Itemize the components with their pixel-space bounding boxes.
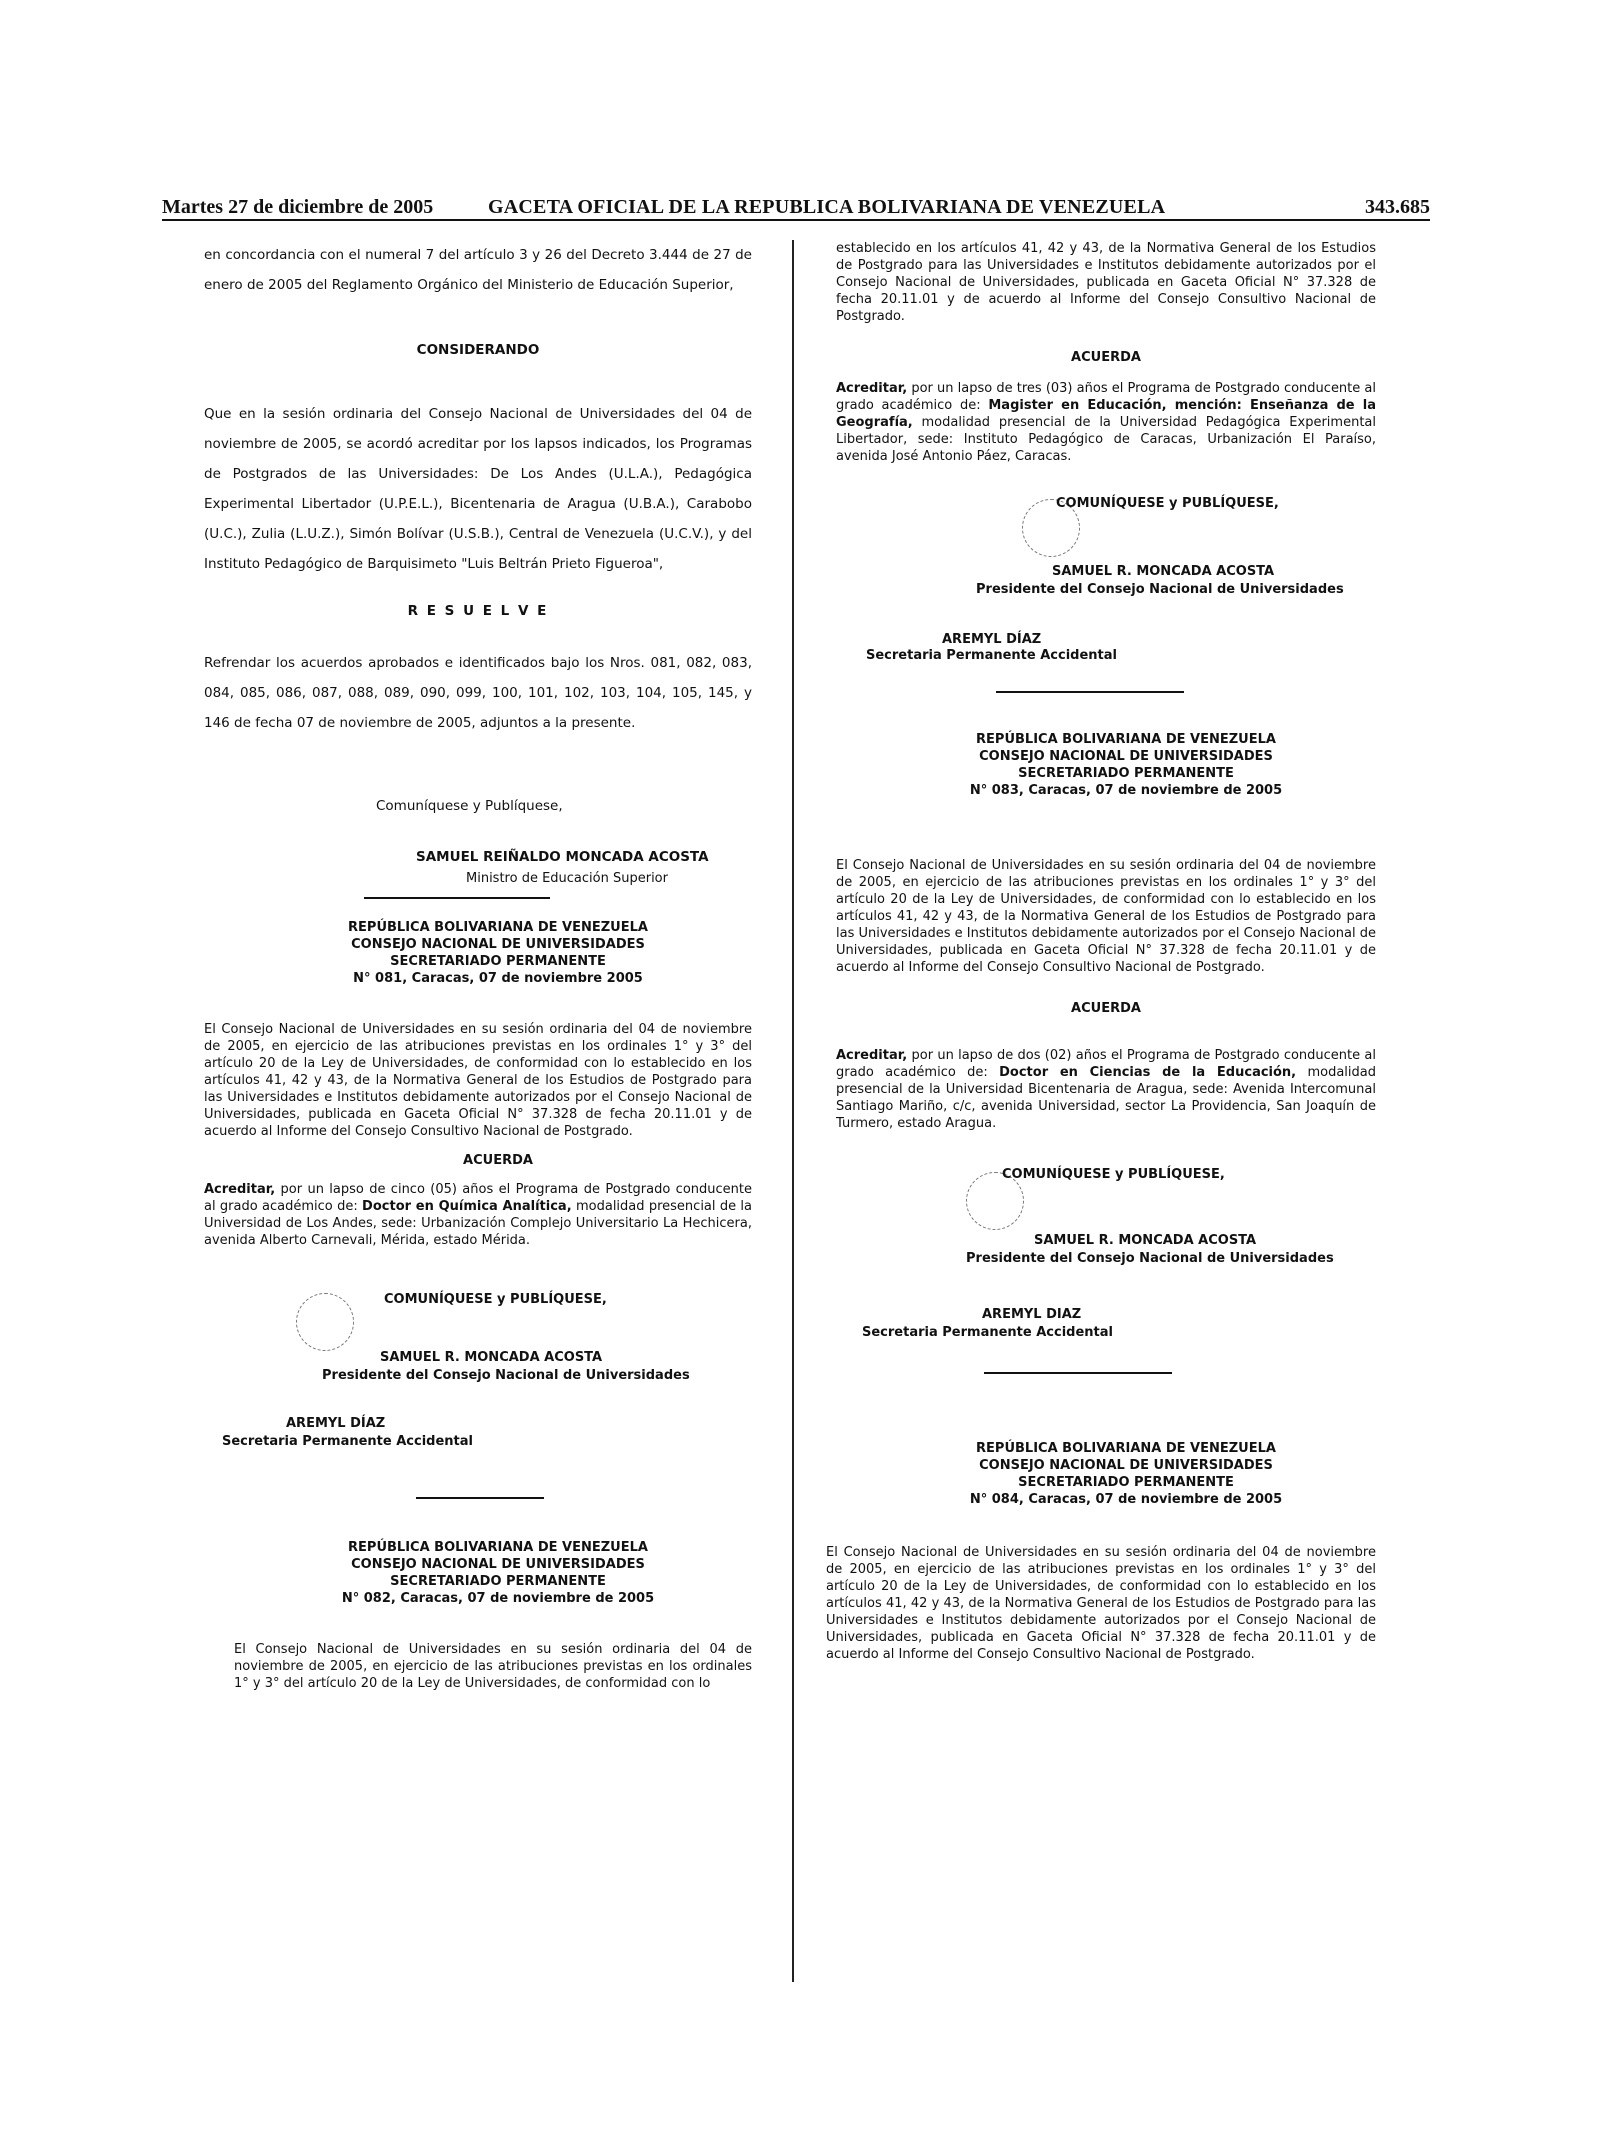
res083-body: El Consejo Nacional de Universidades en su sesión ordinaria del 04 de noviembre de 2005, en ejercicio de las atribuciones previstas en los ordinales 1° y 3° del artículo 20 de la Ley de Universidades, de conformidad con lo establecido en los artículos 41, 42 y 43, de la Normativa General de los Estudios de Postgrado para las Universidades e Institutos debidamente autorizados por el Consejo Nacional de Universidades, publicada en Gaceta Oficial N° 37.328 de fecha 20.11.01 y de acuerdo al Informe del Consejo Consultivo Nacional de Postgrado. xyxy=(836,858,1376,975)
res084-h4: N° 084, Caracas, 07 de noviembre de 2005 xyxy=(969,1492,1283,1507)
comm1: COMUNÍQUESE y PUBLÍQUESE, xyxy=(1056,496,1279,511)
resuelve-paragraph: Refrendar los acuerdos aprobados e identificados bajo los Nros. 081, 082, 083, 084, 085, 086, 087, 088, 089, 090, 099, 100, 101, 102, 103, 104, 105, 145, y 146 de fecha 07 de noviembre de 2005, adjuntos a la presente. xyxy=(204,655,752,731)
signer1-title: Presidente del Consejo Nacional de Universidades xyxy=(976,582,1344,597)
res081-sec: AREMYL DÍAZ xyxy=(286,1416,386,1431)
res084-body: El Consejo Nacional de Universidades en su sesión ordinaria del 04 de noviembre de 2005, en ejercicio de las atribuciones previstas en los ordinales 1° y 3° del artículo 20 de la Ley de Universidades, de conformidad con lo establecido en los artículos 41, 42 y 43, de la Normativa General de los Estudios de Postgrado para las Universidades e Institutos debidamente autorizados por el Consejo Nacional de Universidades, publicada en Gaceta Oficial N° 37.328 de fecha 20.11.01 y de acuerdo al Informe del Consejo Consultivo Nacional de Postgrado. xyxy=(826,1545,1376,1662)
res083-comm: COMUNÍQUESE y PUBLÍQUESE, xyxy=(1002,1167,1225,1182)
res082-h4: N° 082, Caracas, 07 de noviembre de 2005 xyxy=(341,1591,655,1606)
signer1: SAMUEL R. MONCADA ACOSTA xyxy=(1052,564,1275,579)
res083-acreditar xyxy=(836,1047,1376,1132)
res082-body: El Consejo Nacional de Universidades en su sesión ordinaria del 04 de noviembre de 2005, en ejercicio de las atribuciones previstas en los ordinales 1° y 3° del artículo 20 de la Ley de Universidades, de conformidad con lo xyxy=(234,1642,752,1691)
res083-signer-title: Presidente del Consejo Nacional de Universidades xyxy=(966,1251,1334,1266)
res083-acuerda: ACUERDA xyxy=(1071,1001,1141,1016)
res083-header xyxy=(836,731,1376,799)
column-divider xyxy=(792,240,794,1982)
res083-h3: SECRETARIADO PERMANENTE xyxy=(1018,766,1234,781)
right-column xyxy=(826,240,1376,1663)
signature-block xyxy=(836,489,1376,663)
res081-acred-a: por un lapso de cinco (05) años el Programa de Postgrado conducente al grado académico de: xyxy=(204,1182,752,1214)
res083-acred-b: modalidad presencial de la Universidad Bicentenaria de Aragua, sede: Avenida Intercomunal Santiago Mariño, c/c, avenida Universidad, sector La Providencia, San Joaquín de Turmero, estado Aragua. xyxy=(836,1065,1376,1131)
res083-h4: N° 083, Caracas, 07 de noviembre de 2005 xyxy=(969,783,1283,798)
res081-comm: COMUNÍQUESE y PUBLÍQUESE, xyxy=(384,1292,607,1307)
sec1-title: Secretaria Permanente Accidental xyxy=(866,648,1117,663)
res084-h3: SECRETARIADO PERMANENTE xyxy=(1018,1475,1234,1490)
res081-body: El Consejo Nacional de Universidades en su sesión ordinaria del 04 de noviembre de 2005, en ejercicio de las atribuciones previstas en los ordinales 1° y 3° del artículo 20 de la Ley de Universidades, de conformidad con lo establecido en los artículos 41, 42 y 43, de la Normativa General de los Estudios de Postgrado para las Universidades e Institutos debidamente autorizados por el Consejo Nacional de Universidades, publicada en Gaceta Oficial N° 37.328 de fecha 20.11.01 y de acuerdo al Informe del Consejo Consultivo Nacional de Postgrado. xyxy=(204,1022,752,1139)
separator-rule xyxy=(996,691,1184,693)
res081-header xyxy=(204,919,752,987)
separator-rule xyxy=(984,1372,1172,1374)
comuniquese-line: Comuníquese y Publíquese, xyxy=(376,798,563,814)
res083-sec: AREMYL DIAZ xyxy=(982,1307,1082,1322)
res081-h3: SECRETARIADO PERMANENTE xyxy=(390,954,606,969)
official-seal-icon xyxy=(296,1293,354,1351)
res081-acreditar xyxy=(204,1181,752,1249)
res084-header xyxy=(836,1440,1376,1508)
res083-acred-degree: Doctor en Ciencias de la Educación, xyxy=(999,1065,1297,1080)
separator-rule xyxy=(416,1497,544,1499)
res081-acred-b: modalidad presencial de la Universidad de Los Andes, sede: Urbanización Complejo Universitario La Hechicera, avenida Alberto Carnevali, Mérida, estado Mérida. xyxy=(204,1199,753,1248)
acred1-lead: Acreditar, xyxy=(836,381,908,396)
acred1-b: modalidad presencial de la Universidad Pedagógica Experimental Libertador, sede: Instituto Pedagógico de Caracas, Urbanización El Paraíso, avenida José Antonio Páez, Caracas. xyxy=(836,415,1376,464)
header-title: GACETA OFICIAL DE LA REPUBLICA BOLIVARIANA DE VENEZUELA xyxy=(488,196,1166,218)
left-column xyxy=(204,240,752,1692)
header-rule xyxy=(162,219,1430,221)
res081-sec-title: Secretaria Permanente Accidental xyxy=(222,1434,473,1449)
res082-header xyxy=(204,1539,752,1607)
res081-acred-degree: Doctor en Química Analítica, xyxy=(362,1199,572,1214)
res081-signer: SAMUEL R. MONCADA ACOSTA xyxy=(380,1350,603,1365)
res081-acuerda: ACUERDA xyxy=(463,1153,533,1168)
res082-h2: CONSEJO NACIONAL DE UNIVERSIDADES xyxy=(351,1557,645,1572)
res082-h1: REPÚBLICA BOLIVARIANA DE VENEZUELA xyxy=(348,1540,648,1555)
minister-name: SAMUEL REIÑALDO MONCADA ACOSTA xyxy=(416,849,709,865)
res084-h2: CONSEJO NACIONAL DE UNIVERSIDADES xyxy=(979,1458,1273,1473)
considerando-paragraph: Que en la sesión ordinaria del Consejo Nacional de Universidades del 04 de noviembre de 2005, se acordó acreditar por los lapsos indicados, los Programas de Postgrados de las Universidades: De Los Andes (U.L.A.), Pedagógica Experimental Libertador (U.P.E.L.), Bicentenaria de Aragua (U.B.A.), Carabobo (U.C.), Zulia (L.U.Z.), Simón Bolívar (U.S.B.), Central de Venezuela (U.C.V.), y del Instituto Pedagógico de Barquisimeto "Luis Beltrán Prieto Figueroa", xyxy=(204,406,752,572)
acred1-degree: Magister en Educación, mención: Enseñanza de la Geografía, xyxy=(836,398,1376,430)
res081-signer-title: Presidente del Consejo Nacional de Universidades xyxy=(322,1368,690,1383)
res081-h2: CONSEJO NACIONAL DE UNIVERSIDADES xyxy=(351,937,645,952)
res083-acred-a: por un lapso de dos (02) años el Programa de Postgrado conducente al grado académico de: xyxy=(836,1048,1376,1080)
res081-h1: REPÚBLICA BOLIVARIANA DE VENEZUELA xyxy=(348,920,648,935)
res083-h2: CONSEJO NACIONAL DE UNIVERSIDADES xyxy=(979,749,1273,764)
considerando-heading: CONSIDERANDO xyxy=(416,342,540,358)
res083-signer: SAMUEL R. MONCADA ACOSTA xyxy=(1034,1233,1257,1248)
minister-title: Ministro de Educación Superior xyxy=(466,871,668,886)
res083-h1: REPÚBLICA BOLIVARIANA DE VENEZUELA xyxy=(976,732,1276,747)
res081-signature-block xyxy=(204,1277,752,1449)
res081-acred-lead: Acreditar, xyxy=(204,1182,276,1197)
res082-h3: SECRETARIADO PERMANENTE xyxy=(390,1574,606,1589)
header-date: Martes 27 de diciembre de 2005 xyxy=(162,196,434,218)
res083-sec-title: Secretaria Permanente Accidental xyxy=(862,1325,1113,1340)
res081-h4: N° 081, Caracas, 07 de noviembre 2005 xyxy=(353,971,643,986)
sec1: AREMYL DÍAZ xyxy=(942,632,1042,647)
resuelve-heading: R E S U E L V E xyxy=(407,603,549,619)
separator-rule xyxy=(364,897,550,899)
intro-paragraph: en concordancia con el numeral 7 del artículo 3 y 26 del Decreto 3.444 de 27 de enero de 2005 del Reglamento Orgánico del Ministerio de Educación Superior, xyxy=(204,247,752,293)
continued-paragraph: establecido en los artículos 41, 42 y 43, de la Normativa General de los Estudios de Postgrado para las Universidades e Institutos debidamente autorizados por el Consejo Nacional de Universidades, publicada en Gaceta Oficial N° 37.328 de fecha 20.11.01 y de acuerdo al Informe del Consejo Consultivo Nacional de Postgrado. xyxy=(836,241,1376,324)
acuerda-heading: ACUERDA xyxy=(1071,350,1141,365)
res083-acred-lead: Acreditar, xyxy=(836,1048,908,1063)
acreditar-paragraph xyxy=(836,380,1376,465)
res084-h1: REPÚBLICA BOLIVARIANA DE VENEZUELA xyxy=(976,1441,1276,1456)
res083-signature-block xyxy=(836,1162,1376,1340)
acred1-a: por un lapso de tres (03) años el Programa de Postgrado conducente al grado académico de: xyxy=(836,381,1376,413)
header-page-number: 343.685 xyxy=(1365,196,1430,218)
